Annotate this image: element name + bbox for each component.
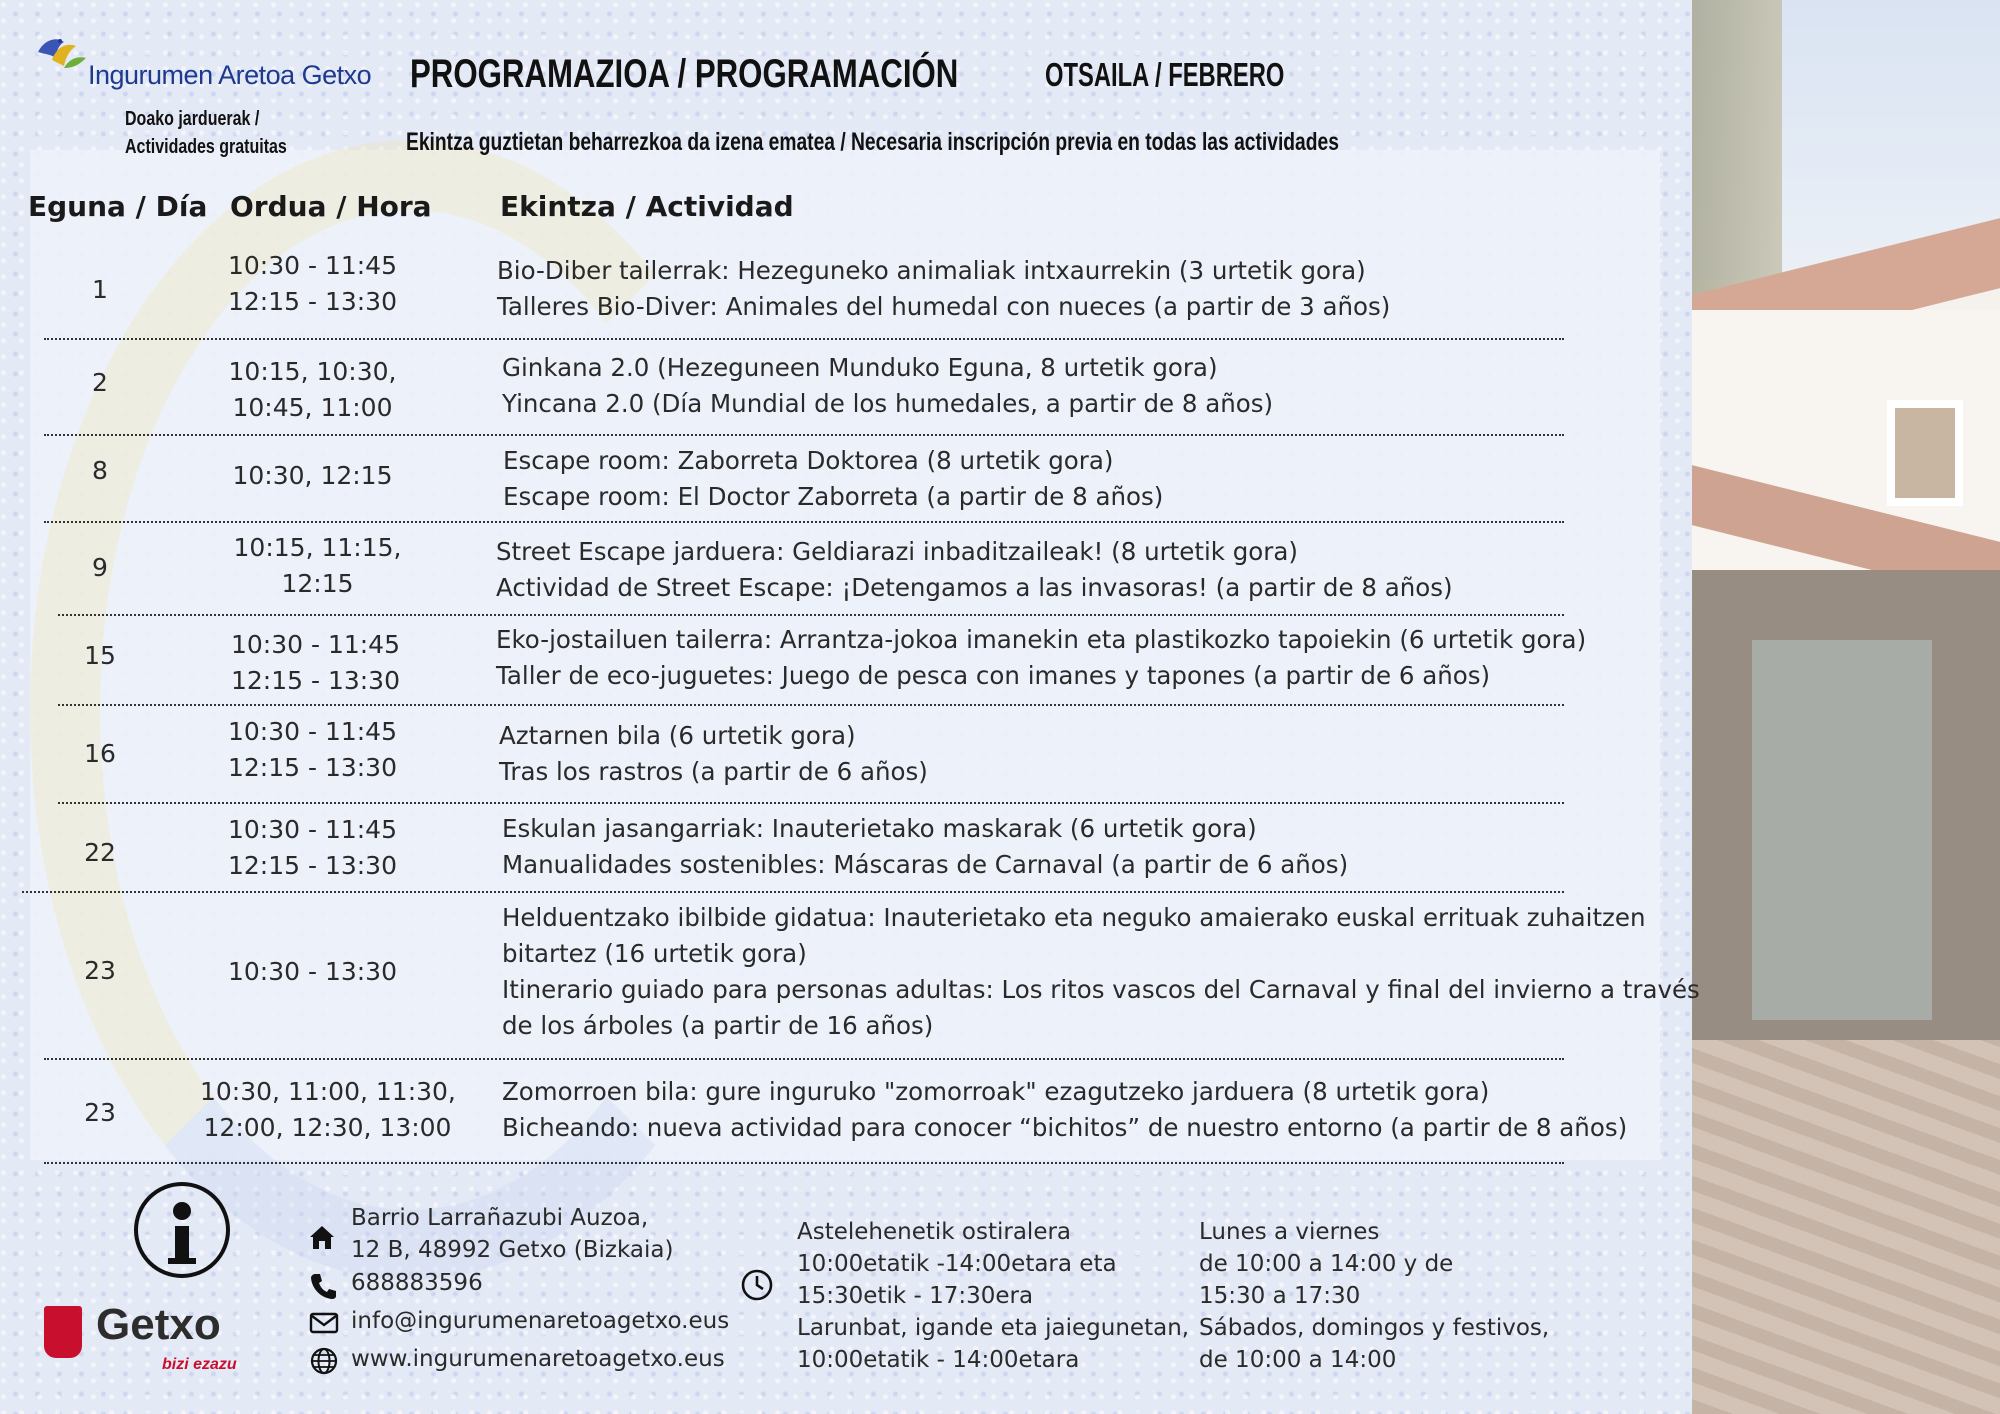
globe-icon (309, 1346, 339, 1376)
row-time: 10:30, 12:15 (232, 461, 393, 490)
row-divider (22, 891, 1564, 893)
row-day: 15 (84, 641, 116, 670)
getxo-shield-icon (44, 1306, 82, 1358)
row-time: 10:30 - 11:45 12:15 - 13:30 (227, 815, 397, 880)
home-icon (307, 1222, 337, 1252)
clock-icon (740, 1268, 774, 1302)
row-activity: Street Escape jarduera: Geldiarazi inbaditzaileak! (8 urtetik gora) Actividad de Street Escape: ¡Detengamos a las invasoras! (a partir de 8 años) (496, 537, 1453, 602)
opening-hours-eu: Astelehenetik ostiralera 10:00etatik -14:00etara eta 15:30etik - 17:30era Larunbat, igande eta jaiegunetan, 10:00etatik - 14:00etara (797, 1219, 1190, 1373)
getxo-tagline: bizi ezazu (162, 1356, 237, 1373)
registration-notice: Ekintza guztietan beharrezkoa da izena ematea / Necesaria inscripción previa en todas las actividades (406, 128, 1339, 156)
row-activity: Eskulan jasangarriak: Inauterietako maskarak (6 urtetik gora) Manualidades sostenibles: Máscaras de Carnaval (a partir de 6 años) (502, 814, 1349, 879)
row-time: 10:30, 11:00, 11:30, 12:00, 12:30, 13:00 (200, 1077, 456, 1142)
row-day: 23 (84, 1098, 116, 1127)
email-link[interactable]: info@ingurumenaretoagetxo.eus (351, 1308, 730, 1334)
row-activity: Ginkana 2.0 (Hezeguneen Munduko Eguna, 8 urtetik gora) Yincana 2.0 (Día Mundial de los humedales, a partir de 8 años) (502, 353, 1274, 418)
bird-logo-icon (30, 22, 90, 82)
row-divider (44, 521, 1564, 523)
row-time: 10:30 - 13:30 (227, 957, 397, 986)
row-divider (44, 1162, 1564, 1164)
row-divider (44, 1058, 1564, 1060)
month-label: OTSAILA / FEBRERO (1045, 56, 1285, 93)
column-header-day: Eguna / Día (28, 190, 208, 223)
row-activity: Escape room: Zaborreta Doktorea (8 urtetik gora) Escape room: El Doctor Zaborreta (a partir de 8 años) (503, 446, 1164, 511)
row-day: 16 (84, 739, 116, 768)
free-activities-label-es: Actividades gratuitas (125, 136, 287, 158)
row-divider (58, 802, 1564, 804)
info-icon (134, 1182, 230, 1278)
getxo-wordmark: Getxo (96, 1300, 221, 1349)
phone-icon (309, 1271, 339, 1301)
row-time: 10:15, 10:30, 10:45, 11:00 (228, 357, 397, 422)
row-day: 22 (84, 838, 116, 867)
address: Barrio Larrañazubi Auzoa, 12 B, 48992 Getxo (Bizkaia) (351, 1205, 674, 1263)
brand-logo (30, 22, 370, 92)
row-time: 10:30 - 11:45 12:15 - 13:30 (227, 251, 397, 316)
row-activity: Aztarnen bila (6 urtetik gora) Tras los rastros (a partir de 6 años) (499, 721, 928, 786)
page-title: PROGRAMAZIOA / PROGRAMACIÓN (410, 52, 959, 96)
row-day: 9 (92, 553, 108, 582)
column-header-time: Ordua / Hora (230, 190, 432, 223)
free-activities-label-eu: Doako jarduerak / (125, 108, 260, 130)
row-activity: Bio-Diber tailerrak: Hezeguneko animaliak intxaurrekin (3 urtetik gora) Talleres Bio-Diver: Animales del humedal con nueces (a partir de 3 años) (497, 256, 1391, 321)
row-day: 2 (92, 368, 108, 397)
website-link[interactable]: www.ingurumenaretoagetxo.eus (351, 1346, 725, 1372)
row-divider (58, 704, 1564, 706)
row-divider (58, 614, 1564, 616)
email-icon (309, 1308, 339, 1338)
row-activity: Zomorroen bila: gure inguruko "zomorroak" ezagutzeko jarduera (8 urtetik gora) Bicheando: nueva actividad para conocer “bichitos” de nuestro entorno (a partir de 8 años) (502, 1077, 1628, 1142)
row-time: 10:30 - 11:45 12:15 - 13:30 (230, 630, 400, 695)
row-activity: Eko-jostailuen tailerra: Arrantza-jokoa imanekin eta plastikozko tapoiekin (6 urtetik gora) Taller de eco-juguetes: Juego de pesca con imanes y tapones (a partir de 6 años) (496, 625, 1587, 690)
row-time: 10:30 - 11:45 12:15 - 13:30 (227, 717, 397, 782)
building-photo (1692, 0, 2000, 1414)
logo-text: Ingurumen Aretoa Getxo (88, 60, 372, 90)
row-day: 1 (92, 275, 108, 304)
row-divider (44, 434, 1564, 436)
column-header-activity: Ekintza / Actividad (500, 190, 794, 223)
row-divider (44, 338, 1564, 340)
row-time: 10:15, 11:15, 12:15 (233, 533, 402, 598)
opening-hours-es: Lunes a viernes de 10:00 a 14:00 y de 15:30 a 17:30 Sábados, domingos y festivos, de 10:00 a 14:00 (1199, 1219, 1550, 1373)
row-activity: Helduentzako ibilbide gidatua: Inauterietako eta neguko amaierako euskal errituak zuhaitzen bitartez (16 urtetik gora) Itinerario guiado para personas adultas: Los ritos vascos del Carnaval y final del invierno a través de los árboles (a partir de 16 años) (502, 903, 1700, 1040)
row-day: 23 (84, 956, 116, 985)
phone-number[interactable]: 688883596 (351, 1270, 483, 1296)
row-day: 8 (92, 456, 108, 485)
